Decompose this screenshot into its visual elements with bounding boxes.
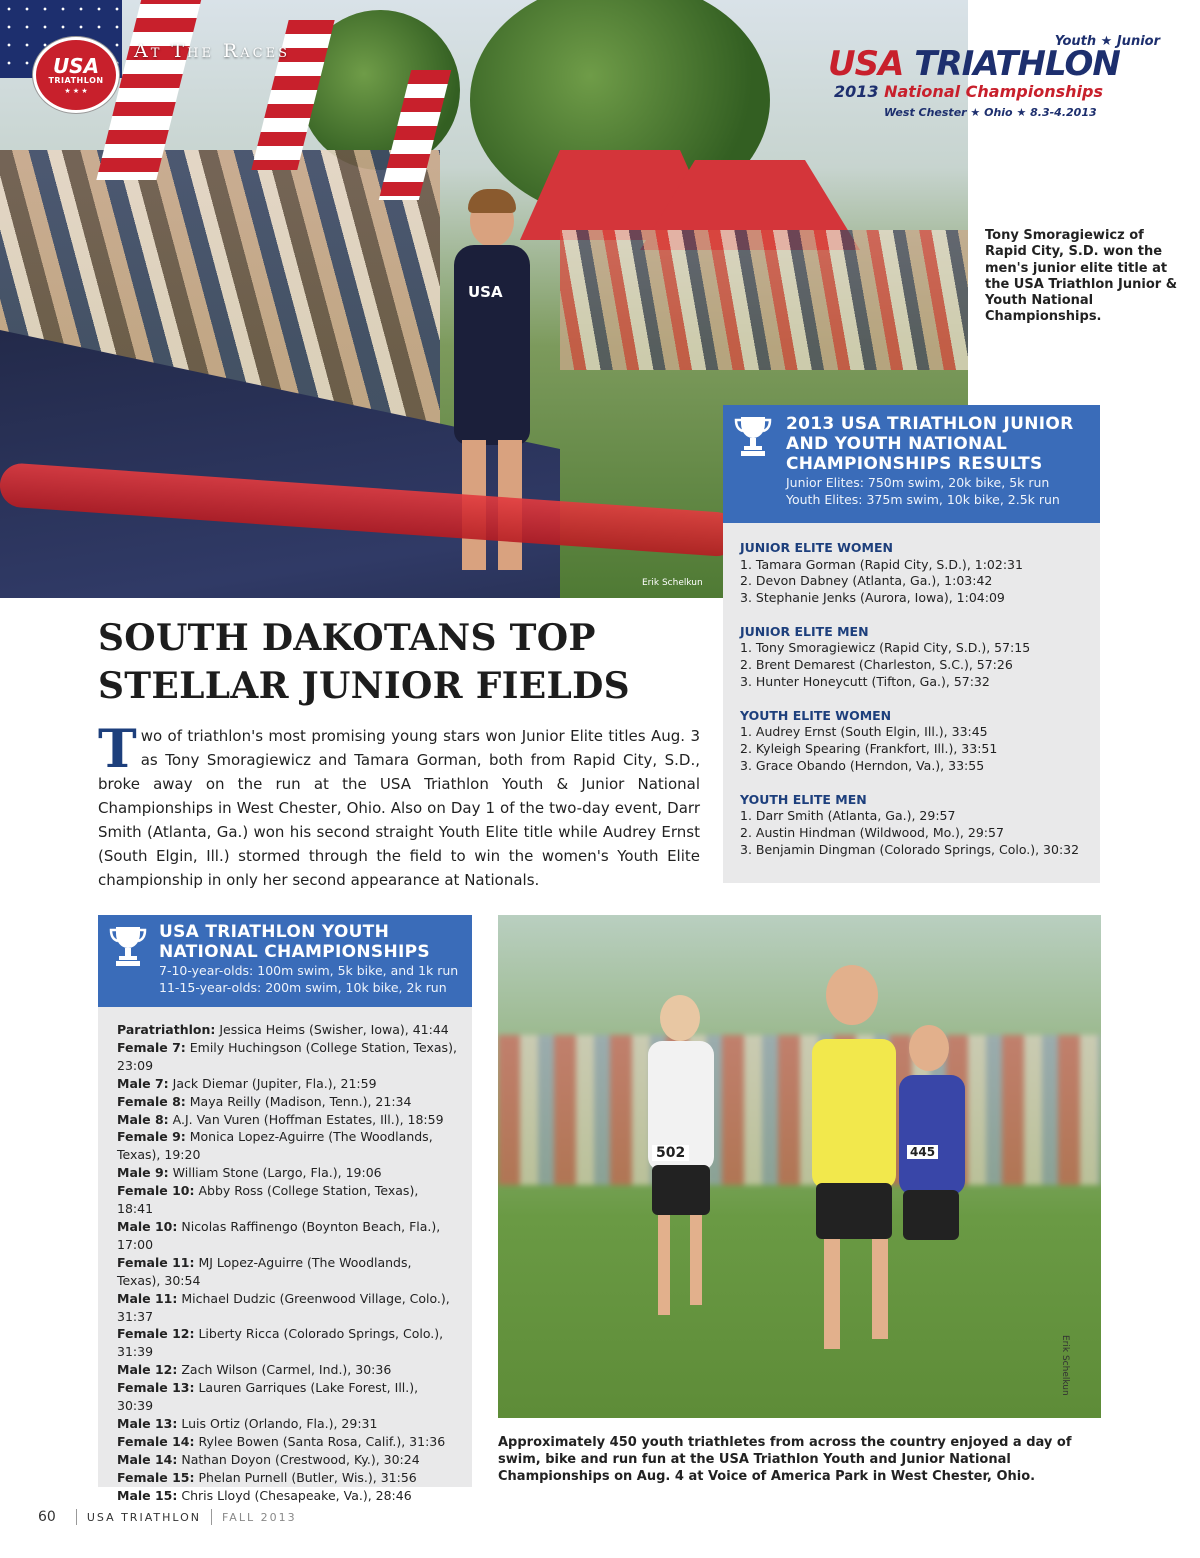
result-line: 2. Kyleigh Spearing (Frankfort, Ill.), 33:51 <box>740 741 998 757</box>
result-value: 31:39 <box>117 1344 154 1360</box>
result-line <box>117 1343 458 1361</box>
page-footer <box>38 1509 297 1525</box>
magazine-name: USA TRIATHLON <box>86 1510 201 1524</box>
result-group <box>740 792 1090 859</box>
result-line: 3. Stephanie Jenks (Aurora, Iowa), 1:04:09 <box>740 590 1005 606</box>
result-group-title: YOUTH ELITE WOMEN <box>740 707 892 723</box>
result-category: Male 14: <box>117 1451 178 1467</box>
hero-caption: Tony Smoragiewicz of Rapid City, S.D. won the men's junior elite title at the USA Triathlon Junior & Youth National Championships. <box>985 228 1178 325</box>
result-category: Male 7: <box>117 1075 169 1091</box>
page-number: 60 <box>38 1509 56 1525</box>
result-line <box>117 1487 458 1505</box>
result-line <box>117 1218 458 1236</box>
result-category: Female 11: <box>117 1254 195 1270</box>
result-value: Zach Wilson (Carmel, Ind.), 30:36 <box>177 1362 392 1378</box>
result-line: 2. Devon Dabney (Atlanta, Ga.), 1:03:42 <box>740 573 993 589</box>
results-youth-body <box>98 1007 472 1503</box>
kids-photo <box>498 915 1101 1418</box>
results-junior-header <box>723 405 1100 523</box>
result-line <box>117 1469 458 1487</box>
result-line <box>117 1057 458 1075</box>
result-value: A.J. Van Vuren (Hoffman Estates, Ill.), 18:59 <box>168 1111 444 1127</box>
result-value: 17:00 <box>117 1236 154 1252</box>
result-value: Texas), 30:54 <box>117 1272 201 1288</box>
result-line <box>117 1093 458 1111</box>
article-headline: SOUTH DAKOTANS TOP STELLAR JUNIOR FIELDS <box>98 617 630 707</box>
result-value: Jack Diemar (Jupiter, Fla.), 21:59 <box>168 1075 377 1091</box>
jersey-text: USA <box>468 283 503 301</box>
result-value: Lauren Garriques (Lake Forest, Ill.), 30:39 <box>117 1380 419 1414</box>
trophy-icon <box>108 923 148 969</box>
result-line <box>117 1308 458 1326</box>
issue-name: FALL 2013 <box>221 1510 297 1524</box>
result-category: Male 12: <box>117 1362 178 1378</box>
result-line <box>117 1182 458 1218</box>
result-value: Phelan Purnell (Butler, Wis.), 31:56 <box>194 1469 417 1485</box>
result-line: 1. Darr Smith (Atlanta, Ga.), 29:57 <box>740 808 956 824</box>
result-line <box>117 1325 458 1343</box>
trophy-icon <box>733 413 773 459</box>
result-category: Female 13: <box>117 1380 195 1396</box>
result-line <box>117 1290 458 1308</box>
results-youth-title-1: USA TRIATHLON YOUTH <box>159 922 390 942</box>
result-value: Jessica Heims (Swisher, Iowa), 41:44 <box>215 1022 449 1037</box>
result-category: Male 13: <box>117 1415 178 1431</box>
result-value: MJ Lopez-Aguirre (The Woodlands, <box>194 1254 412 1270</box>
result-value: Liberty Ricca (Colorado Springs, Colo.), <box>194 1326 444 1342</box>
drop-cap: T <box>98 719 137 780</box>
results-junior-title: 2013 USA TRIATHLON JUNIOR AND YOUTH NATIONAL CHAMPIONSHIPS RESULTS <box>786 414 1074 474</box>
result-line: 2. Brent Demarest (Charleston, S.C.), 57:26 <box>740 657 1013 673</box>
result-line <box>117 1361 458 1379</box>
event-logo: Youth ★ Junior USA TRIATHLON 2013 National Championships West Chester ★ Ohio ★ 8.3-4.2013 <box>828 34 1160 119</box>
result-value: Texas), 19:20 <box>117 1147 201 1163</box>
result-line <box>117 1433 458 1451</box>
result-category: Male 8: <box>117 1111 169 1127</box>
result-group <box>740 708 1090 775</box>
race-bib: 445 <box>907 1145 938 1159</box>
results-junior-subtitle-1: Junior Elites: 750m swim, 20k bike, 5k run <box>786 475 1050 490</box>
result-category: Female 15: <box>117 1469 195 1485</box>
result-category: Female 8: <box>117 1093 186 1109</box>
result-category: Female 10: <box>117 1183 195 1199</box>
kids-photo-caption: Approximately 450 youth triathletes from across the country enjoyed a day of swim, bike and run fun at the USA Triathlon Youth and Junior National Championships on Aug. 4 at Voice of America Park in West Chester, Ohio. <box>498 1435 1072 1484</box>
result-line: 3. Hunter Honeycutt (Tifton, Ga.), 57:32 <box>740 673 990 689</box>
result-value: Luis Ortiz (Orlando, Fla.), 29:31 <box>177 1415 378 1431</box>
result-value: Maya Reilly (Madison, Tenn.), 21:34 <box>185 1093 412 1109</box>
hero-photo-credit: Erik Schelkun <box>642 578 703 588</box>
result-category: Male 9: <box>117 1165 169 1181</box>
results-junior-subtitle-2: Youth Elites: 375m swim, 10k bike, 2.5k run <box>786 492 1060 507</box>
result-group <box>740 624 1090 691</box>
result-category: Female 14: <box>117 1433 195 1449</box>
result-category: Male 15: <box>117 1487 178 1503</box>
result-line <box>117 1039 458 1057</box>
result-value: 23:09 <box>117 1057 154 1073</box>
results-youth-header <box>98 915 472 1007</box>
result-group-title: YOUTH ELITE MEN <box>740 791 867 807</box>
result-category: Female 9: <box>117 1129 186 1145</box>
kids-photo-credit: Erik Schelkun <box>1060 1335 1070 1396</box>
result-value: Chris Lloyd (Chesapeake, Va.), 28:46 <box>177 1487 412 1503</box>
result-category: Female 12: <box>117 1326 195 1342</box>
result-line <box>117 1415 458 1433</box>
result-line: 1. Tamara Gorman (Rapid City, S.D.), 1:02:31 <box>740 556 1023 572</box>
result-line: 1. Tony Smoragiewicz (Rapid City, S.D.), 57:15 <box>740 640 1031 656</box>
result-line <box>117 1272 458 1290</box>
result-category: Paratriathlon: <box>117 1022 216 1037</box>
result-line <box>117 1254 458 1272</box>
result-line <box>117 1021 458 1039</box>
result-group-title: JUNIOR ELITE MEN <box>740 623 869 639</box>
result-line <box>117 1451 458 1469</box>
result-group <box>740 540 1090 607</box>
result-line <box>117 1075 458 1093</box>
result-line: 1. Audrey Ernst (South Elgin, Ill.), 33:45 <box>740 724 988 740</box>
result-category: Female 7: <box>117 1039 186 1055</box>
result-line <box>117 1164 458 1182</box>
result-value: Emily Huchingson (College Station, Texas), <box>185 1039 457 1055</box>
result-value: 31:37 <box>117 1308 154 1324</box>
result-line <box>117 1146 458 1164</box>
result-line: 3. Benjamin Dingman (Colorado Springs, Colo.), 30:32 <box>740 841 1080 857</box>
results-junior-body <box>723 523 1100 883</box>
result-line <box>117 1379 458 1415</box>
result-category: Male 10: <box>117 1218 178 1234</box>
result-value: Nathan Doyon (Crestwood, Ky.), 30:24 <box>177 1451 420 1467</box>
result-category: Male 11: <box>117 1290 178 1306</box>
result-line <box>117 1236 458 1254</box>
race-bib: 502 <box>652 1145 689 1161</box>
usa-triathlon-logo: USA TRIATHLON ★ ★ ★ <box>33 37 119 113</box>
result-line: 3. Grace Obando (Herndon, Va.), 33:55 <box>740 757 985 773</box>
result-line <box>117 1111 458 1129</box>
result-line <box>117 1128 458 1146</box>
result-value: Michael Dudzic (Greenwood Village, Colo.), <box>177 1290 450 1306</box>
result-line: 2. Austin Hindman (Wildwood, Mo.), 29:57 <box>740 824 1004 840</box>
results-youth-title-2: NATIONAL CHAMPIONSHIPS <box>159 942 430 962</box>
result-value: Rylee Bowen (Santa Rosa, Calif.), 31:36 <box>194 1433 446 1449</box>
result-group-title: JUNIOR ELITE WOMEN <box>740 540 893 555</box>
result-value: Abby Ross (College Station, Texas), 18:41 <box>117 1183 419 1217</box>
results-youth-subtitle-2: 11-15-year-olds: 200m swim, 10k bike, 2k run <box>159 980 447 995</box>
article-body: Two of triathlon's most promising young stars won Junior Elite titles Aug. 3 as Tony Smoragiewicz and Tamara Gorman, both from Rapid City, S.D., broke away on the run at the USA Triathlon Youth & Junior National Championships in West Chester, Ohio. Also on Day 1 of the two-day event, Darr Smith (Atlanta, Ga.) won his second straight Youth Elite title while Audrey Ernst (South Elgin, Ill.) stormed through the field to win the women's Youth Elite championship in only her second appearance at Nationals. <box>98 719 700 889</box>
results-youth-subtitle-1: 7-10-year-olds: 100m swim, 5k bike, and 1k run <box>159 963 459 978</box>
result-value: Monica Lopez-Aguirre (The Woodlands, <box>185 1129 433 1145</box>
result-value: William Stone (Largo, Fla.), 19:06 <box>168 1165 382 1181</box>
result-value: Nicolas Raffinengo (Boynton Beach, Fla.), <box>177 1218 441 1234</box>
section-title: At The Races <box>134 40 291 62</box>
